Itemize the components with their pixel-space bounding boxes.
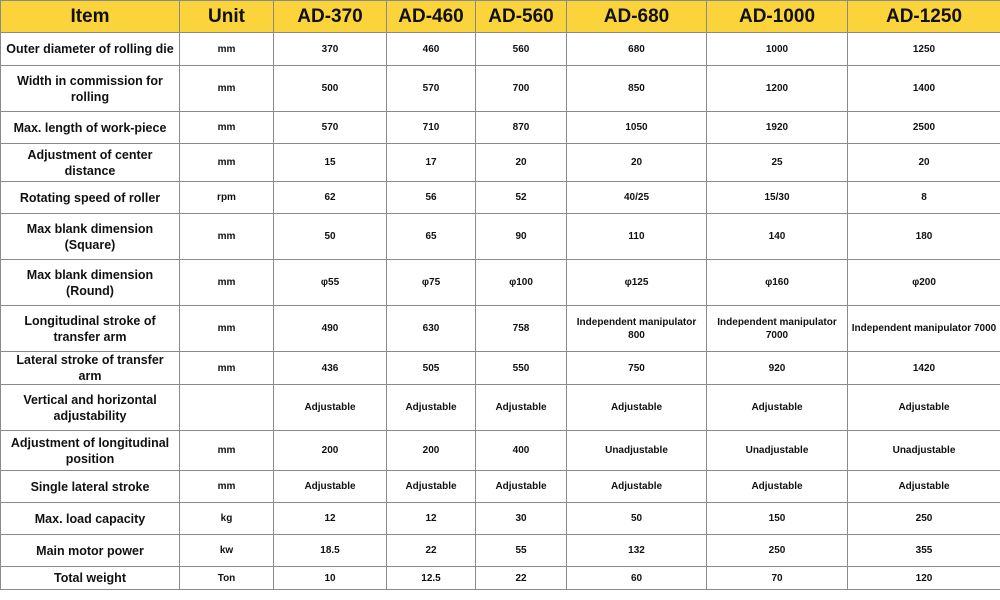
row-unit: mm [180, 214, 274, 260]
value-cell-ad-1000: φ160 [707, 260, 848, 306]
value-cell-ad-460: 710 [387, 112, 476, 144]
row-unit: mm [180, 112, 274, 144]
value-cell-ad-680: Adjustable [567, 385, 707, 431]
value-cell-ad-560: φ100 [476, 260, 567, 306]
row-item-label: Lateral stroke of transfer arm [1, 352, 180, 385]
value-cell-ad-370: 10 [274, 567, 387, 590]
value-cell-ad-1250: 20 [848, 144, 1000, 182]
value-cell-ad-1250: Adjustable [848, 385, 1000, 431]
value-cell-ad-460: 505 [387, 352, 476, 385]
row-unit: kg [180, 503, 274, 535]
header-row [1, 1, 1000, 33]
value-cell-ad-1250: φ200 [848, 260, 1000, 306]
value-cell-ad-680: φ125 [567, 260, 707, 306]
table-row [1, 112, 1000, 144]
value-cell-ad-1250: 250 [848, 503, 1000, 535]
value-cell-ad-560: 400 [476, 431, 567, 471]
row-unit: mm [180, 471, 274, 503]
value-cell-ad-680: 110 [567, 214, 707, 260]
value-cell-ad-680: 850 [567, 66, 707, 112]
table-row [1, 503, 1000, 535]
row-item-label: Main motor power [1, 535, 180, 567]
value-cell-ad-1000: 1920 [707, 112, 848, 144]
row-item-label: Adjustment of longitudinal position [1, 431, 180, 471]
table-row [1, 33, 1000, 66]
value-cell-ad-680: 132 [567, 535, 707, 567]
value-cell-ad-460: 630 [387, 306, 476, 352]
row-item-label: Rotating speed of roller [1, 182, 180, 214]
table-row [1, 431, 1000, 471]
value-cell-ad-1250: 8 [848, 182, 1000, 214]
value-cell-ad-1250: 1400 [848, 66, 1000, 112]
value-cell-ad-1250: 1250 [848, 33, 1000, 66]
header-ad-460: AD-460 [387, 1, 476, 33]
value-cell-ad-460: 12.5 [387, 567, 476, 590]
value-cell-ad-560: Adjustable [476, 385, 567, 431]
value-cell-ad-1250: Adjustable [848, 471, 1000, 503]
value-cell-ad-370: 200 [274, 431, 387, 471]
value-cell-ad-370: φ55 [274, 260, 387, 306]
value-cell-ad-680: Independent manipulator 800 [567, 306, 707, 352]
header-unit: Unit [180, 1, 274, 33]
row-unit: mm [180, 260, 274, 306]
header-ad-370: AD-370 [274, 1, 387, 33]
value-cell-ad-460: 17 [387, 144, 476, 182]
value-cell-ad-680: Unadjustable [567, 431, 707, 471]
row-item-label: Width in commission for rolling [1, 66, 180, 112]
value-cell-ad-560: 870 [476, 112, 567, 144]
value-cell-ad-680: 20 [567, 144, 707, 182]
value-cell-ad-560: 52 [476, 182, 567, 214]
spec-table-body [1, 33, 1000, 590]
value-cell-ad-1000: 150 [707, 503, 848, 535]
value-cell-ad-1250: 120 [848, 567, 1000, 590]
value-cell-ad-1000: 70 [707, 567, 848, 590]
row-unit: mm [180, 33, 274, 66]
value-cell-ad-1250: 355 [848, 535, 1000, 567]
value-cell-ad-560: 30 [476, 503, 567, 535]
value-cell-ad-1000: 1200 [707, 66, 848, 112]
value-cell-ad-370: 18.5 [274, 535, 387, 567]
value-cell-ad-560: 20 [476, 144, 567, 182]
row-item-label: Max. length of work-piece [1, 112, 180, 144]
value-cell-ad-1000: 250 [707, 535, 848, 567]
value-cell-ad-1000: Adjustable [707, 385, 848, 431]
value-cell-ad-1000: 920 [707, 352, 848, 385]
value-cell-ad-1250: Unadjustable [848, 431, 1000, 471]
value-cell-ad-370: Adjustable [274, 471, 387, 503]
table-row [1, 385, 1000, 431]
row-item-label: Max blank dimension (Square) [1, 214, 180, 260]
header-ad-560: AD-560 [476, 1, 567, 33]
value-cell-ad-1000: Unadjustable [707, 431, 848, 471]
value-cell-ad-680: 750 [567, 352, 707, 385]
value-cell-ad-460: φ75 [387, 260, 476, 306]
value-cell-ad-370: 370 [274, 33, 387, 66]
value-cell-ad-680: 1050 [567, 112, 707, 144]
value-cell-ad-680: 680 [567, 33, 707, 66]
row-unit: rpm [180, 182, 274, 214]
value-cell-ad-460: 460 [387, 33, 476, 66]
value-cell-ad-370: 500 [274, 66, 387, 112]
row-item-label: Outer diameter of rolling die [1, 33, 180, 66]
value-cell-ad-560: Adjustable [476, 471, 567, 503]
value-cell-ad-460: Adjustable [387, 385, 476, 431]
value-cell-ad-460: 200 [387, 431, 476, 471]
value-cell-ad-460: 56 [387, 182, 476, 214]
row-item-label: Max. load capacity [1, 503, 180, 535]
value-cell-ad-560: 560 [476, 33, 567, 66]
table-row [1, 306, 1000, 352]
value-cell-ad-680: 40/25 [567, 182, 707, 214]
value-cell-ad-1250: Independent manipulator 7000 [848, 306, 1000, 352]
value-cell-ad-560: 90 [476, 214, 567, 260]
value-cell-ad-370: 570 [274, 112, 387, 144]
table-row [1, 567, 1000, 590]
value-cell-ad-1000: Independent manipulator 7000 [707, 306, 848, 352]
value-cell-ad-680: Adjustable [567, 471, 707, 503]
value-cell-ad-460: Adjustable [387, 471, 476, 503]
value-cell-ad-370: 62 [274, 182, 387, 214]
header-ad-1250: AD-1250 [848, 1, 1000, 33]
value-cell-ad-370: 15 [274, 144, 387, 182]
value-cell-ad-1000: 25 [707, 144, 848, 182]
value-cell-ad-1000: 15/30 [707, 182, 848, 214]
value-cell-ad-460: 22 [387, 535, 476, 567]
row-item-label: Adjustment of center distance [1, 144, 180, 182]
row-unit [180, 385, 274, 431]
table-row [1, 66, 1000, 112]
value-cell-ad-560: 700 [476, 66, 567, 112]
value-cell-ad-1000: 1000 [707, 33, 848, 66]
value-cell-ad-370: 490 [274, 306, 387, 352]
header-ad-680: AD-680 [567, 1, 707, 33]
value-cell-ad-370: Adjustable [274, 385, 387, 431]
table-row [1, 352, 1000, 385]
table-row [1, 535, 1000, 567]
row-item-label: Vertical and horizontal adjustability [1, 385, 180, 431]
row-unit: mm [180, 431, 274, 471]
row-unit: mm [180, 66, 274, 112]
header-item: Item [1, 1, 180, 33]
header-ad-1000: AD-1000 [707, 1, 848, 33]
row-unit: Ton [180, 567, 274, 590]
row-item-label: Longitudinal stroke of transfer arm [1, 306, 180, 352]
row-item-label: Total weight [1, 567, 180, 590]
row-unit: mm [180, 352, 274, 385]
value-cell-ad-370: 12 [274, 503, 387, 535]
value-cell-ad-1250: 180 [848, 214, 1000, 260]
value-cell-ad-370: 50 [274, 214, 387, 260]
row-unit: mm [180, 144, 274, 182]
value-cell-ad-460: 65 [387, 214, 476, 260]
value-cell-ad-460: 12 [387, 503, 476, 535]
value-cell-ad-560: 22 [476, 567, 567, 590]
value-cell-ad-560: 758 [476, 306, 567, 352]
row-unit: mm [180, 306, 274, 352]
value-cell-ad-680: 60 [567, 567, 707, 590]
table-row [1, 214, 1000, 260]
value-cell-ad-460: 570 [387, 66, 476, 112]
value-cell-ad-680: 50 [567, 503, 707, 535]
table-row [1, 144, 1000, 182]
value-cell-ad-560: 55 [476, 535, 567, 567]
value-cell-ad-1250: 1420 [848, 352, 1000, 385]
row-item-label: Single lateral stroke [1, 471, 180, 503]
value-cell-ad-1250: 2500 [848, 112, 1000, 144]
value-cell-ad-560: 550 [476, 352, 567, 385]
table-row [1, 182, 1000, 214]
table-row [1, 471, 1000, 503]
value-cell-ad-370: 436 [274, 352, 387, 385]
value-cell-ad-1000: Adjustable [707, 471, 848, 503]
row-item-label: Max blank dimension (Round) [1, 260, 180, 306]
table-row [1, 260, 1000, 306]
value-cell-ad-1000: 140 [707, 214, 848, 260]
row-unit: kw [180, 535, 274, 567]
